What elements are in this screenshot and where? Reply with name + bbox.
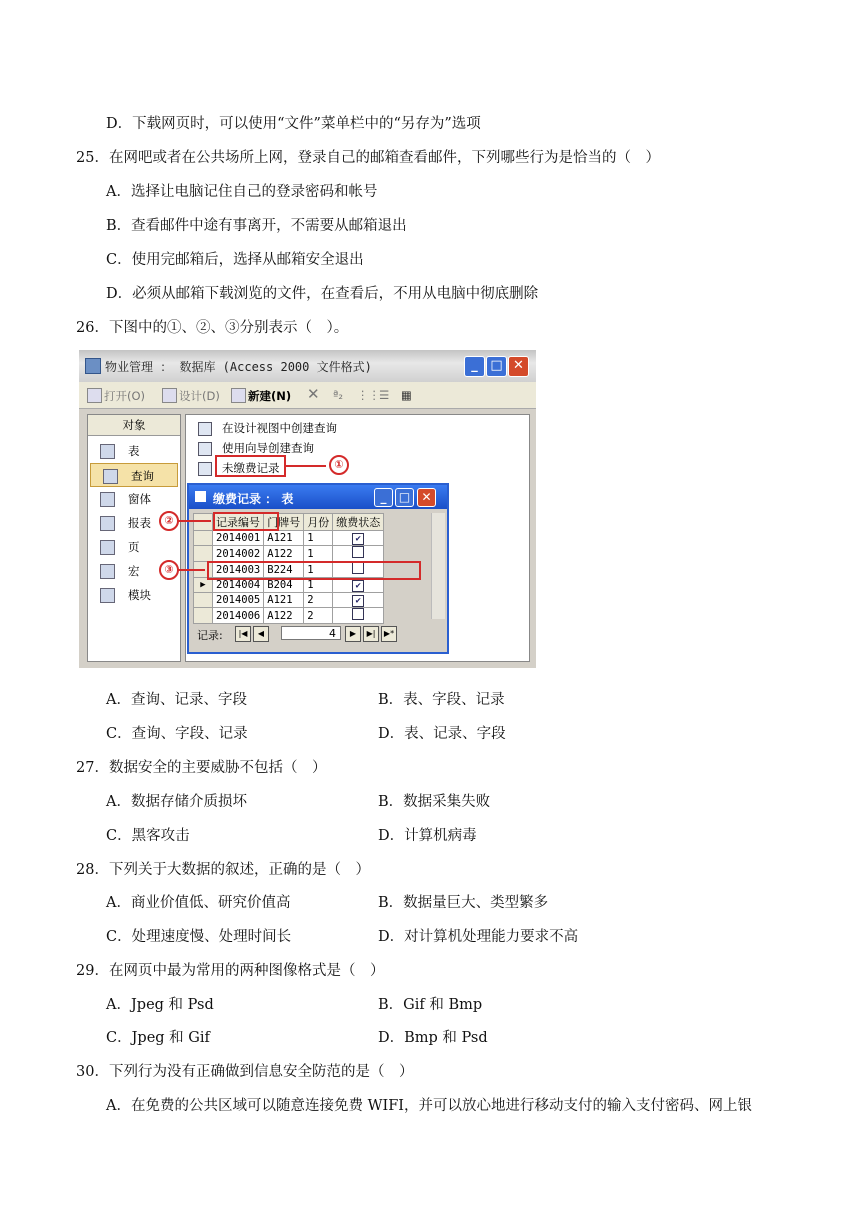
form-icon: [100, 492, 115, 507]
cell-checkbox[interactable]: [333, 593, 384, 608]
row-selector[interactable]: [194, 593, 213, 608]
details-icon[interactable]: ▦: [401, 388, 412, 402]
object-module[interactable]: 模块: [88, 583, 180, 607]
object-macro[interactable]: 宏: [88, 559, 180, 583]
table-maximize-button[interactable]: □: [395, 488, 414, 507]
checkbox[interactable]: ✔: [352, 595, 364, 607]
object-table[interactable]: 表: [88, 439, 180, 463]
q25-option-b: B．查看邮件中途有事离开，不需要从邮箱退出: [106, 218, 407, 234]
marker-box-1: [215, 455, 286, 477]
question-30: 30．下列行为没有正确做到信息安全防范的是（ ）: [76, 1064, 414, 1080]
cell-checkbox[interactable]: [333, 608, 384, 624]
column-header[interactable]: 门牌号: [264, 514, 304, 531]
query-unpaid-records[interactable]: 未缴费记录: [198, 459, 280, 477]
q28-option-a: A．商业价值低、研究价值高: [106, 895, 291, 911]
open-button[interactable]: 打开(O): [104, 389, 146, 403]
row-selector[interactable]: [194, 608, 213, 624]
table-close-button[interactable]: ✕: [417, 488, 436, 507]
large-icons-icon[interactable]: ª₂: [333, 388, 344, 402]
last-record-button[interactable]: ▶|: [363, 626, 379, 642]
report-icon: [100, 516, 115, 531]
object-page[interactable]: 页: [88, 535, 180, 559]
prev-record-button[interactable]: ◀: [253, 626, 269, 642]
maximize-button[interactable]: □: [486, 356, 507, 377]
table-title: 缴费记录 ： 表: [213, 492, 294, 506]
module-icon: [100, 588, 115, 603]
q27-option-c: C．黑客攻击: [106, 828, 190, 844]
q28-option-d: D．对计算机处理能力要求不高: [378, 929, 579, 945]
cell[interactable]: 2014006: [213, 608, 264, 624]
cell[interactable]: 2014003: [213, 562, 264, 578]
q26-option-b: B．表、字段、记录: [378, 692, 505, 708]
row-selector[interactable]: [194, 531, 213, 546]
table-minimize-button[interactable]: _: [374, 488, 393, 507]
table-row[interactable]: [194, 531, 384, 546]
cell[interactable]: 2014001: [213, 531, 264, 546]
window-title: 物业管理 ： 数据库 (Access 2000 文件格式): [105, 360, 372, 374]
delete-icon[interactable]: ✕: [307, 385, 320, 403]
q26-option-a: A．查询、记录、字段: [106, 692, 247, 708]
cell[interactable]: 2014005: [213, 593, 264, 608]
checkbox[interactable]: ✔: [352, 533, 364, 545]
design-button[interactable]: 设计(D): [179, 389, 220, 403]
cell[interactable]: B224: [264, 562, 304, 578]
vertical-scrollbar[interactable]: [431, 513, 445, 619]
toolbar: [79, 382, 536, 409]
q27-option-a: A．数据存储介质损坏: [106, 794, 247, 810]
q28-option-b: B．数据量巨大、类型繁多: [378, 895, 549, 911]
object-form[interactable]: 窗体: [88, 487, 180, 511]
table-titlebar: [189, 485, 447, 509]
q26-option-c: C．查询、字段、记录: [106, 726, 248, 742]
cell[interactable]: 1: [304, 578, 333, 593]
minimize-button[interactable]: _: [464, 356, 485, 377]
q29-option-d: D．Bmp 和 Psd: [378, 1030, 488, 1046]
cell[interactable]: 2: [304, 593, 333, 608]
new-button[interactable]: 新建(N): [248, 389, 292, 403]
marker-3: ③: [159, 560, 179, 580]
question-28: 28．下列关于大数据的叙述，正确的是（ ）: [76, 862, 370, 878]
column-header[interactable]: 记录编号: [213, 514, 264, 531]
table-row[interactable]: [194, 593, 384, 608]
cell[interactable]: 1: [304, 546, 333, 562]
new-record-button[interactable]: ▶*: [381, 626, 397, 642]
access-screenshot-figure: [79, 350, 536, 668]
cell[interactable]: 2: [304, 608, 333, 624]
question-25: 25．在网吧或者在公共场所上网，登录自己的邮箱查看邮件，下列哪些行为是恰当的（ ）: [76, 150, 660, 166]
marker-box-3: [207, 561, 421, 580]
arrow-2: [177, 520, 211, 522]
window-titlebar: [79, 350, 536, 382]
q29-option-a: A．Jpeg 和 Psd: [106, 997, 214, 1013]
column-header[interactable]: 缴费状态: [333, 514, 384, 531]
cell[interactable]: 2014004: [213, 578, 264, 593]
checkbox[interactable]: ✔: [352, 580, 364, 592]
query-design-icon: [198, 422, 212, 436]
cell[interactable]: 1: [304, 562, 333, 578]
objects-panel: [87, 414, 181, 662]
record-navigation-bar: [193, 625, 443, 643]
q25-option-a: A．选择让电脑记住自己的登录密码和帐号: [106, 184, 378, 200]
marker-1: ①: [329, 455, 349, 475]
record-number-field[interactable]: 4: [281, 626, 341, 640]
q26-option-d: D．表、记录、字段: [378, 726, 506, 742]
checkbox[interactable]: [352, 546, 364, 558]
table-row[interactable]: [194, 608, 384, 624]
current-row-pointer[interactable]: ▶: [194, 578, 213, 593]
query-icon: [198, 462, 212, 476]
row-selector-header: [194, 514, 213, 531]
database-icon: [85, 358, 101, 374]
object-report[interactable]: 报表: [88, 511, 180, 535]
query-create-design-view[interactable]: 在设计视图中创建查询: [198, 419, 337, 437]
query-wizard-icon: [198, 442, 212, 456]
checkbox[interactable]: [352, 608, 364, 620]
question-27: 27．数据安全的主要威胁不包括（ ）: [76, 760, 327, 776]
open-icon: [87, 388, 102, 403]
design-icon: [162, 388, 177, 403]
table-window-icon: [195, 491, 206, 502]
small-icons-icon[interactable]: ⋮⋮: [357, 388, 380, 402]
cell[interactable]: A121: [264, 593, 304, 608]
record-nav-label: 记录:: [197, 629, 223, 642]
list-icon[interactable]: ☰: [379, 388, 390, 402]
objects-header: 对象: [88, 415, 180, 436]
query-create-wizard[interactable]: 使用向导创建查询: [198, 439, 314, 457]
cell[interactable]: B204: [264, 578, 304, 593]
close-button[interactable]: ✕: [508, 356, 529, 377]
table-row[interactable]: [194, 546, 384, 562]
cell[interactable]: A121: [264, 531, 304, 546]
q29-option-c: C．Jpeg 和 Gif: [106, 1030, 210, 1046]
marker-2: ②: [159, 511, 179, 531]
marker-box-2: [213, 512, 279, 531]
page-icon: [100, 540, 115, 555]
option-d-previous: D．下载网页时，可以使用“文件”菜单栏中的“另存为”选项: [106, 116, 481, 132]
q28-option-c: C．处理速度慢、处理时间长: [106, 929, 292, 945]
question-29: 29．在网页中最为常用的两种图像格式是（ ）: [76, 963, 385, 979]
q25-option-d: D．必须从邮箱下载浏览的文件，在查看后，不用从电脑中彻底删除: [106, 286, 539, 302]
next-record-button[interactable]: ▶: [345, 626, 361, 642]
query-icon: [103, 469, 118, 484]
column-header[interactable]: 月份: [304, 514, 333, 531]
cell[interactable]: 1: [304, 531, 333, 546]
q29-option-b: B．Gif 和 Bmp: [378, 997, 483, 1013]
q30-option-a: A．在免费的公共区域可以随意连接免费 WIFI，并可以放心地进行移动支付的输入支付密码、网上银: [106, 1098, 752, 1114]
q25-option-c: C．使用完邮箱后，选择从邮箱安全退出: [106, 252, 364, 268]
cell[interactable]: 2014002: [213, 546, 264, 562]
cell-checkbox[interactable]: [333, 531, 384, 546]
question-26: 26．下图中的①、②、③分别表示（ ）。: [76, 320, 349, 336]
new-icon: [231, 388, 246, 403]
q27-option-b: B．数据采集失败: [378, 794, 491, 810]
row-selector[interactable]: [194, 546, 213, 562]
object-query[interactable]: 查询: [90, 463, 178, 487]
arrow-3: [177, 569, 205, 571]
arrow-1: [286, 465, 326, 467]
cell[interactable]: A122: [264, 546, 304, 562]
q27-option-d: D．计算机病毒: [378, 828, 477, 844]
macro-icon: [100, 564, 115, 579]
cell[interactable]: A122: [264, 608, 304, 624]
cell-checkbox[interactable]: [333, 546, 384, 562]
table-icon: [100, 444, 115, 459]
first-record-button[interactable]: |◀: [235, 626, 251, 642]
